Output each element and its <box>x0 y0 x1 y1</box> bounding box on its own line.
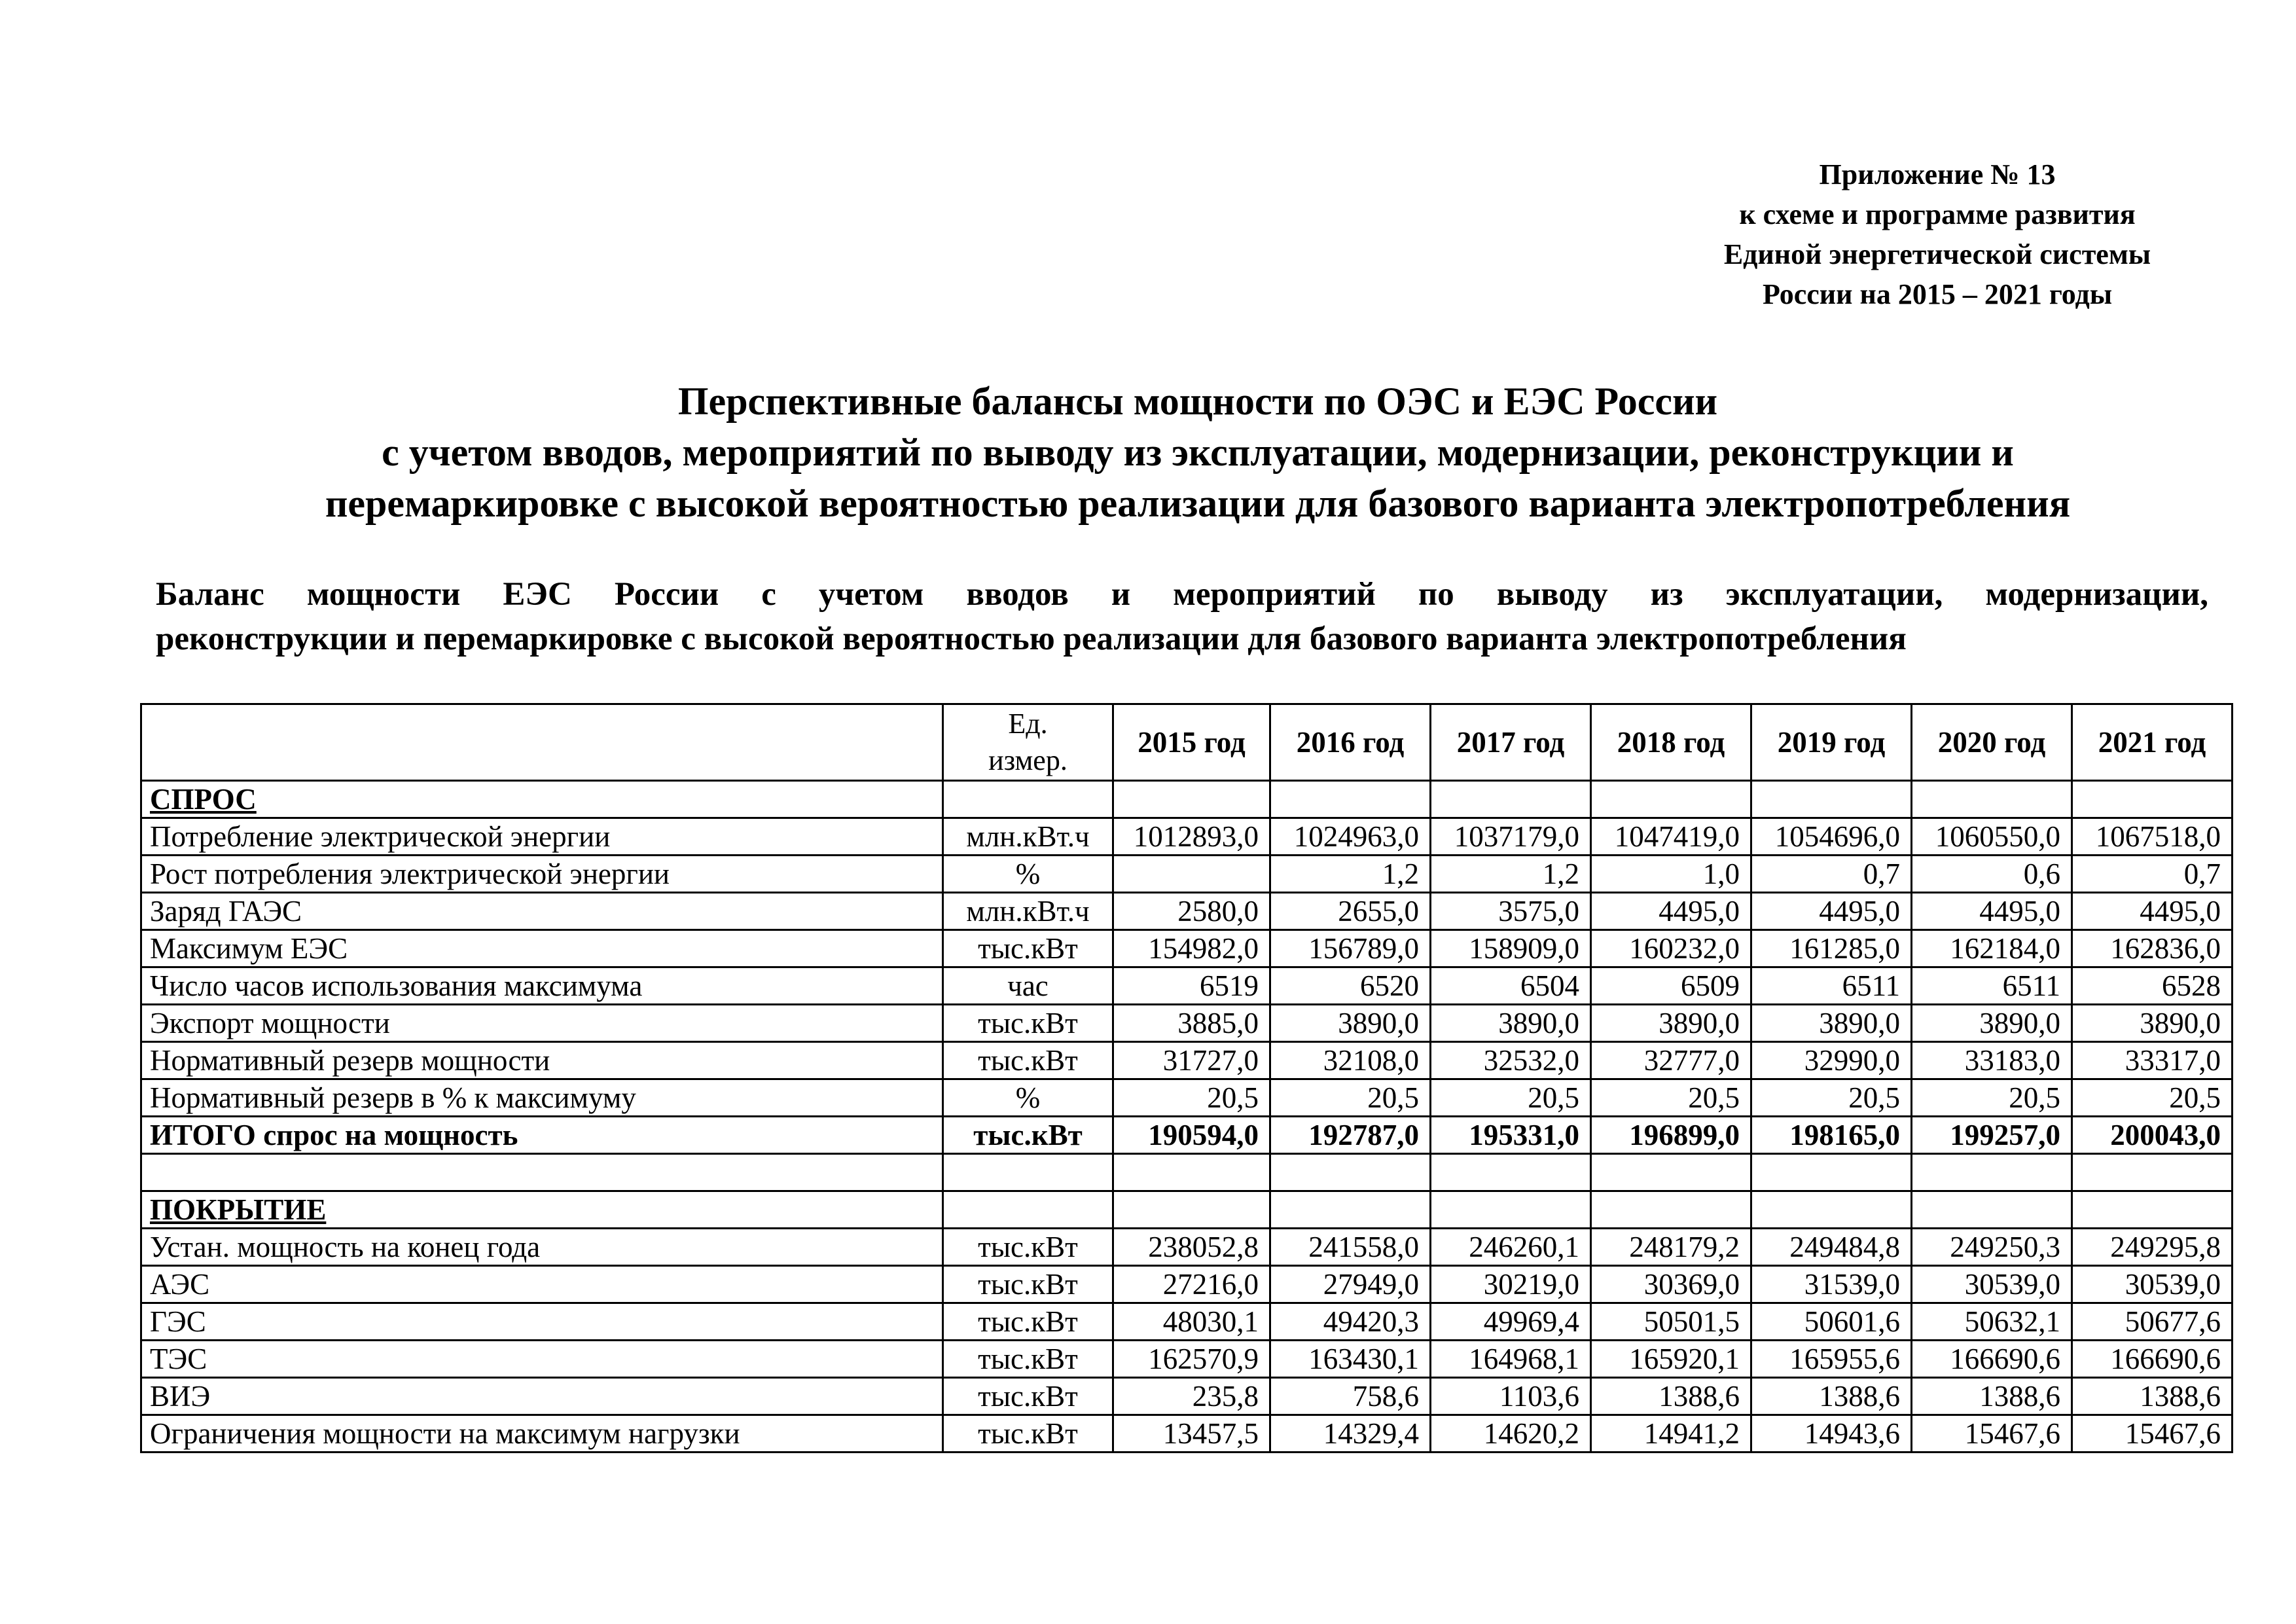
table-row <box>141 893 2233 930</box>
value-cell: 20,5 <box>1912 1079 2072 1117</box>
value-cell: 6519 <box>1113 967 1270 1005</box>
row-label: ИТОГО спрос на мощность <box>141 1117 943 1154</box>
row-unit: тыс.кВт <box>943 1341 1113 1378</box>
value-cell: 49420,3 <box>1270 1303 1431 1341</box>
value-cell: 14329,4 <box>1270 1415 1431 1453</box>
unit-header-line-2: измер. <box>988 744 1067 776</box>
table-header-row <box>141 704 2233 781</box>
value-cell: 1060550,0 <box>1912 818 2072 856</box>
value-cell: 758,6 <box>1270 1378 1431 1415</box>
value-cell: 200043,0 <box>2072 1117 2233 1154</box>
empty-cell <box>2072 781 2233 818</box>
value-cell: 238052,8 <box>1113 1229 1270 1266</box>
empty-cell <box>1431 1154 1591 1191</box>
value-cell: 198165,0 <box>1751 1117 1912 1154</box>
row-unit: тыс.кВт <box>943 1229 1113 1266</box>
value-cell: 4495,0 <box>1591 893 1751 930</box>
empty-cell <box>1270 1191 1431 1229</box>
value-cell: 158909,0 <box>1431 930 1591 967</box>
empty-cell <box>1113 781 1270 818</box>
year-header-2016: 2016 год <box>1270 704 1431 781</box>
empty-cell <box>141 1154 943 1191</box>
value-cell: 1024963,0 <box>1270 818 1431 856</box>
value-cell: 1067518,0 <box>2072 818 2233 856</box>
value-cell: 6520 <box>1270 967 1431 1005</box>
table-row <box>141 930 2233 967</box>
row-label: Экспорт мощности <box>141 1005 943 1042</box>
empty-cell <box>1751 1154 1912 1191</box>
title-line-2: с учетом вводов, мероприятий по выводу из эксплуатации, модернизации, реконструкции и <box>382 431 2014 474</box>
empty-cell <box>1591 781 1751 818</box>
value-cell: 27216,0 <box>1113 1266 1270 1303</box>
value-cell: 14943,6 <box>1751 1415 1912 1453</box>
year-header-2015: 2015 год <box>1113 704 1270 781</box>
total-row <box>141 1117 2233 1154</box>
value-cell: 235,8 <box>1113 1378 1270 1415</box>
value-cell: 1037179,0 <box>1431 818 1591 856</box>
value-cell: 30539,0 <box>1912 1266 2072 1303</box>
table-row <box>141 1266 2233 1303</box>
table-row <box>141 856 2233 893</box>
value-cell: 249295,8 <box>2072 1229 2233 1266</box>
row-label: Потребление электрической энергии <box>141 818 943 856</box>
unit-column-header <box>943 704 1113 781</box>
row-unit: тыс.кВт <box>943 1303 1113 1341</box>
empty-row <box>141 1154 2233 1191</box>
value-cell: 50601,6 <box>1751 1303 1912 1341</box>
empty-cell <box>1431 1191 1591 1229</box>
row-label: ГЭС <box>141 1303 943 1341</box>
value-cell: 6509 <box>1591 967 1751 1005</box>
row-unit: тыс.кВт <box>943 1266 1113 1303</box>
row-label: ВИЭ <box>141 1378 943 1415</box>
value-cell: 164968,1 <box>1431 1341 1591 1378</box>
value-cell: 32108,0 <box>1270 1042 1431 1079</box>
title-line-1: Перспективные балансы мощности по ОЭС и ЕЭС России <box>677 380 1718 423</box>
appendix-number: Приложение № 13 <box>1819 158 2056 190</box>
row-label: Заряд ГАЭС <box>141 893 943 930</box>
value-cell: 4495,0 <box>2072 893 2233 930</box>
value-cell: 166690,6 <box>1912 1341 2072 1378</box>
value-cell: 165920,1 <box>1591 1341 1751 1378</box>
appendix-line-4: России на 2015 – 2021 годы <box>1762 278 2113 310</box>
value-cell: 49969,4 <box>1431 1303 1591 1341</box>
header-empty-cell <box>141 704 943 781</box>
value-cell: 3890,0 <box>1431 1005 1591 1042</box>
caption-line-2: реконструкции и перемаркировке с высокой вероятностью реализации для базового варианта электропотребления <box>156 621 1907 657</box>
caption-line-1: Баланс мощности ЕЭС России с учетом вводов и мероприятий по выводу из эксплуатации, модернизации, <box>156 576 2208 613</box>
empty-cell <box>1113 1154 1270 1191</box>
value-cell: 1054696,0 <box>1751 818 1912 856</box>
value-cell: 30219,0 <box>1431 1266 1591 1303</box>
value-cell: 0,7 <box>1751 856 1912 893</box>
empty-cell <box>1912 781 2072 818</box>
table-row <box>141 1415 2233 1453</box>
value-cell: 196899,0 <box>1591 1117 1751 1154</box>
value-cell: 1012893,0 <box>1113 818 1270 856</box>
value-cell: 1,2 <box>1431 856 1591 893</box>
value-cell: 20,5 <box>1113 1079 1270 1117</box>
table-row <box>141 1042 2233 1079</box>
value-cell: 199257,0 <box>1912 1117 2072 1154</box>
row-unit: тыс.кВт <box>943 1415 1113 1453</box>
value-cell: 3890,0 <box>1591 1005 1751 1042</box>
title-line-3: перемаркировке с высокой вероятностью реализации для базового варианта электропотребления <box>325 482 2071 525</box>
empty-cell <box>1270 1154 1431 1191</box>
row-unit: млн.кВт.ч <box>943 818 1113 856</box>
row-unit: тыс.кВт <box>943 1042 1113 1079</box>
value-cell: 20,5 <box>1751 1079 1912 1117</box>
value-cell: 30369,0 <box>1591 1266 1751 1303</box>
unit-header-line-1: Ед. <box>1008 708 1048 740</box>
value-cell: 31727,0 <box>1113 1042 1270 1079</box>
table-row <box>141 1303 2233 1341</box>
row-label: ТЭС <box>141 1341 943 1378</box>
value-cell: 20,5 <box>2072 1079 2233 1117</box>
row-label: Нормативный резерв в % к максимуму <box>141 1079 943 1117</box>
appendix-header <box>1676 154 2199 314</box>
row-label: Ограничения мощности на максимум нагрузки <box>141 1415 943 1453</box>
value-cell: 165955,6 <box>1751 1341 1912 1378</box>
row-unit: млн.кВт.ч <box>943 893 1113 930</box>
row-label: Рост потребления электрической энергии <box>141 856 943 893</box>
value-cell: 50677,6 <box>2072 1303 2233 1341</box>
value-cell: 1047419,0 <box>1591 818 1751 856</box>
value-cell: 1,2 <box>1270 856 1431 893</box>
table-row <box>141 1378 2233 1415</box>
empty-cell <box>1431 781 1591 818</box>
value-cell: 1388,6 <box>1912 1378 2072 1415</box>
table-row <box>141 967 2233 1005</box>
table-row <box>141 1229 2233 1266</box>
table-caption <box>156 572 2208 661</box>
value-cell: 6504 <box>1431 967 1591 1005</box>
document-title <box>131 376 2265 529</box>
value-cell: 0,6 <box>1912 856 2072 893</box>
value-cell: 4495,0 <box>1912 893 2072 930</box>
row-unit: % <box>943 1079 1113 1117</box>
value-cell: 6511 <box>1912 967 2072 1005</box>
row-unit: тыс.кВт <box>943 930 1113 967</box>
value-cell: 4495,0 <box>1751 893 1912 930</box>
value-cell: 0,7 <box>2072 856 2233 893</box>
value-cell: 32532,0 <box>1431 1042 1591 1079</box>
value-cell: 30539,0 <box>2072 1266 2233 1303</box>
value-cell: 1103,6 <box>1431 1378 1591 1415</box>
value-cell: 33183,0 <box>1912 1042 2072 1079</box>
table-row <box>141 1341 2233 1378</box>
row-label: Нормативный резерв мощности <box>141 1042 943 1079</box>
value-cell: 249484,8 <box>1751 1229 1912 1266</box>
value-cell: 249250,3 <box>1912 1229 2072 1266</box>
value-cell: 20,5 <box>1591 1079 1751 1117</box>
empty-cell <box>1113 1191 1270 1229</box>
row-label: Максимум ЕЭС <box>141 930 943 967</box>
value-cell: 2655,0 <box>1270 893 1431 930</box>
value-cell: 2580,0 <box>1113 893 1270 930</box>
value-cell: 6511 <box>1751 967 1912 1005</box>
value-cell: 154982,0 <box>1113 930 1270 967</box>
value-cell: 156789,0 <box>1270 930 1431 967</box>
value-cell: 3890,0 <box>1912 1005 2072 1042</box>
year-header-2020: 2020 год <box>1912 704 2072 781</box>
value-cell: 14941,2 <box>1591 1415 1751 1453</box>
table-row <box>141 1079 2233 1117</box>
row-unit: % <box>943 856 1113 893</box>
value-cell: 15467,6 <box>2072 1415 2233 1453</box>
value-cell: 3890,0 <box>1751 1005 1912 1042</box>
appendix-line-3: Единой энергетической системы <box>1723 238 2151 270</box>
demand-section-row <box>141 781 2233 818</box>
value-cell <box>1113 856 1270 893</box>
value-cell: 50501,5 <box>1591 1303 1751 1341</box>
value-cell: 6528 <box>2072 967 2233 1005</box>
empty-cell <box>1591 1154 1751 1191</box>
value-cell: 1,0 <box>1591 856 1751 893</box>
value-cell: 190594,0 <box>1113 1117 1270 1154</box>
value-cell: 3890,0 <box>1270 1005 1431 1042</box>
value-cell: 3885,0 <box>1113 1005 1270 1042</box>
value-cell: 20,5 <box>1431 1079 1591 1117</box>
value-cell: 246260,1 <box>1431 1229 1591 1266</box>
coverage-section-label: ПОКРЫТИЕ <box>141 1191 943 1229</box>
table-row <box>141 1005 2233 1042</box>
value-cell: 3575,0 <box>1431 893 1591 930</box>
empty-cell <box>943 781 1113 818</box>
row-unit: тыс.кВт <box>943 1378 1113 1415</box>
empty-cell <box>2072 1191 2233 1229</box>
empty-cell <box>1751 781 1912 818</box>
empty-cell <box>1591 1191 1751 1229</box>
value-cell: 241558,0 <box>1270 1229 1431 1266</box>
empty-cell <box>943 1191 1113 1229</box>
row-label: Число часов использования максимума <box>141 967 943 1005</box>
value-cell: 32777,0 <box>1591 1042 1751 1079</box>
value-cell: 33317,0 <box>2072 1042 2233 1079</box>
power-balance-table <box>140 703 2233 1453</box>
coverage-section-row <box>141 1191 2233 1229</box>
value-cell: 48030,1 <box>1113 1303 1270 1341</box>
value-cell: 166690,6 <box>2072 1341 2233 1378</box>
row-unit: час <box>943 967 1113 1005</box>
value-cell: 14620,2 <box>1431 1415 1591 1453</box>
empty-cell <box>1270 781 1431 818</box>
row-label: АЭС <box>141 1266 943 1303</box>
year-header-2017: 2017 год <box>1431 704 1591 781</box>
empty-cell <box>1912 1191 2072 1229</box>
value-cell: 15467,6 <box>1912 1415 2072 1453</box>
value-cell: 160232,0 <box>1591 930 1751 967</box>
value-cell: 3890,0 <box>2072 1005 2233 1042</box>
value-cell: 31539,0 <box>1751 1266 1912 1303</box>
year-header-2018: 2018 год <box>1591 704 1751 781</box>
value-cell: 162184,0 <box>1912 930 2072 967</box>
value-cell: 1388,6 <box>2072 1378 2233 1415</box>
row-label: Устан. мощность на конец года <box>141 1229 943 1266</box>
value-cell: 162836,0 <box>2072 930 2233 967</box>
value-cell: 195331,0 <box>1431 1117 1591 1154</box>
value-cell: 20,5 <box>1270 1079 1431 1117</box>
row-unit: тыс.кВт <box>943 1005 1113 1042</box>
value-cell: 13457,5 <box>1113 1415 1270 1453</box>
row-unit: тыс.кВт <box>943 1117 1113 1154</box>
value-cell: 163430,1 <box>1270 1341 1431 1378</box>
value-cell: 1388,6 <box>1591 1378 1751 1415</box>
empty-cell <box>1751 1191 1912 1229</box>
value-cell: 161285,0 <box>1751 930 1912 967</box>
appendix-line-2: к схеме и программе развития <box>1739 198 2136 230</box>
value-cell: 192787,0 <box>1270 1117 1431 1154</box>
value-cell: 162570,9 <box>1113 1341 1270 1378</box>
empty-cell <box>2072 1154 2233 1191</box>
value-cell: 1388,6 <box>1751 1378 1912 1415</box>
empty-cell <box>1912 1154 2072 1191</box>
year-header-2021: 2021 год <box>2072 704 2233 781</box>
value-cell: 50632,1 <box>1912 1303 2072 1341</box>
empty-cell <box>943 1154 1113 1191</box>
value-cell: 27949,0 <box>1270 1266 1431 1303</box>
table-row <box>141 818 2233 856</box>
value-cell: 248179,2 <box>1591 1229 1751 1266</box>
value-cell: 32990,0 <box>1751 1042 1912 1079</box>
year-header-2019: 2019 год <box>1751 704 1912 781</box>
demand-section-label: СПРОС <box>141 781 943 818</box>
